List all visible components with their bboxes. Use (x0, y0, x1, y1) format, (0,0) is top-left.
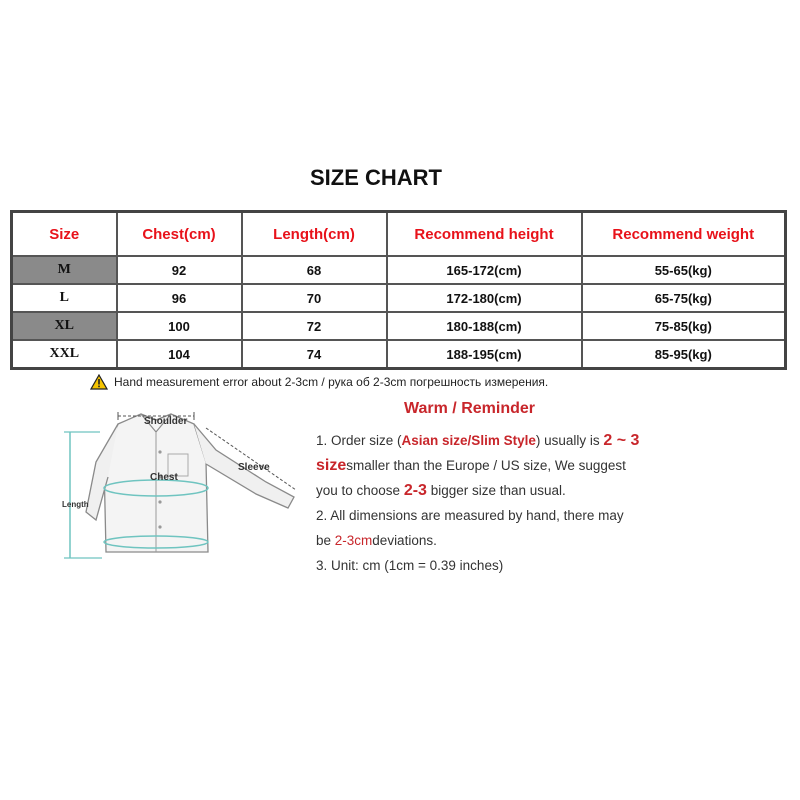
header-size: Size (12, 212, 117, 257)
reminder-highlight: 2-3cm (334, 533, 373, 548)
header-recommend-weight: Recommend weight (582, 212, 786, 257)
reminder-panel (316, 400, 756, 578)
header-chest: Chest(cm) (117, 212, 242, 257)
reminder-item-1 (316, 428, 756, 453)
reminder-highlight: size (316, 457, 347, 474)
reminder-text: you to choose (316, 483, 404, 498)
diagram-label-sleeve: Sleeve (238, 462, 270, 473)
table-row (12, 312, 786, 340)
length-cell: 70 (242, 284, 387, 312)
size-table (10, 210, 787, 370)
reminder-text: 1. Order size ( (316, 433, 402, 448)
length-cell: 74 (242, 340, 387, 369)
reminder-item-3: 3. Unit: cm (1cm = 0.39 inches) (316, 558, 504, 573)
size-cell: M (12, 256, 117, 284)
reminder-highlight: 2 ~ 3 (603, 432, 640, 449)
reminder-title: Warm / Reminder (404, 400, 535, 417)
height-cell: 165-172(cm) (387, 256, 582, 284)
table-row (12, 340, 786, 369)
reminder-item-1-cont (316, 453, 756, 478)
length-cell: 72 (242, 312, 387, 340)
reminder-item-1-cont2 (316, 478, 756, 503)
reminder-text: deviations. (372, 533, 437, 548)
size-chart-title: SIZE CHART (310, 165, 442, 190)
warning-triangle-icon (90, 374, 108, 390)
reminder-text: bigger size than usual. (426, 483, 566, 498)
weight-cell: 85-95(kg) (582, 340, 786, 369)
chest-cell: 100 (117, 312, 242, 340)
chest-cell: 96 (117, 284, 242, 312)
diagram-label-length: Length (62, 500, 89, 509)
height-cell: 180-188(cm) (387, 312, 582, 340)
length-cell: 68 (242, 256, 387, 284)
weight-cell: 65-75(kg) (582, 284, 786, 312)
shirt-illustration (56, 402, 306, 592)
reminder-text: ) usually is (535, 433, 604, 448)
reminder-text: smaller than the Europe / US size, We suggest (346, 458, 626, 473)
shirt-measurement-diagram (56, 402, 306, 592)
chest-cell: 104 (117, 340, 242, 369)
reminder-item-2-cont (316, 528, 756, 553)
reminder-highlight: Asian size/Slim Style (401, 433, 536, 448)
reminder-item-2 (316, 503, 756, 528)
header-recommend-height: Recommend height (387, 212, 582, 257)
table-row (12, 256, 786, 284)
table-header-row (12, 212, 786, 257)
table-row (12, 284, 786, 312)
chest-cell: 92 (117, 256, 242, 284)
size-cell: XXL (12, 340, 117, 369)
weight-cell: 75-85(kg) (582, 312, 786, 340)
size-cell: XL (12, 312, 117, 340)
reminder-highlight: 2-3 (403, 482, 427, 499)
height-cell: 172-180(cm) (387, 284, 582, 312)
warning-text: Hand measurement error about 2-3cm / рука об 2-3cm погрешность измерения. (114, 375, 549, 389)
reminder-text: 2. All dimensions are measured by hand, there may (316, 508, 624, 523)
header-length: Length(cm) (242, 212, 387, 257)
height-cell: 188-195(cm) (387, 340, 582, 369)
weight-cell: 55-65(kg) (582, 256, 786, 284)
diagram-label-shoulder: Shoulder (144, 416, 188, 427)
measurement-warning (90, 374, 548, 390)
reminder-text: be (316, 533, 335, 548)
size-cell: L (12, 284, 117, 312)
diagram-label-chest: Chest (150, 472, 178, 483)
